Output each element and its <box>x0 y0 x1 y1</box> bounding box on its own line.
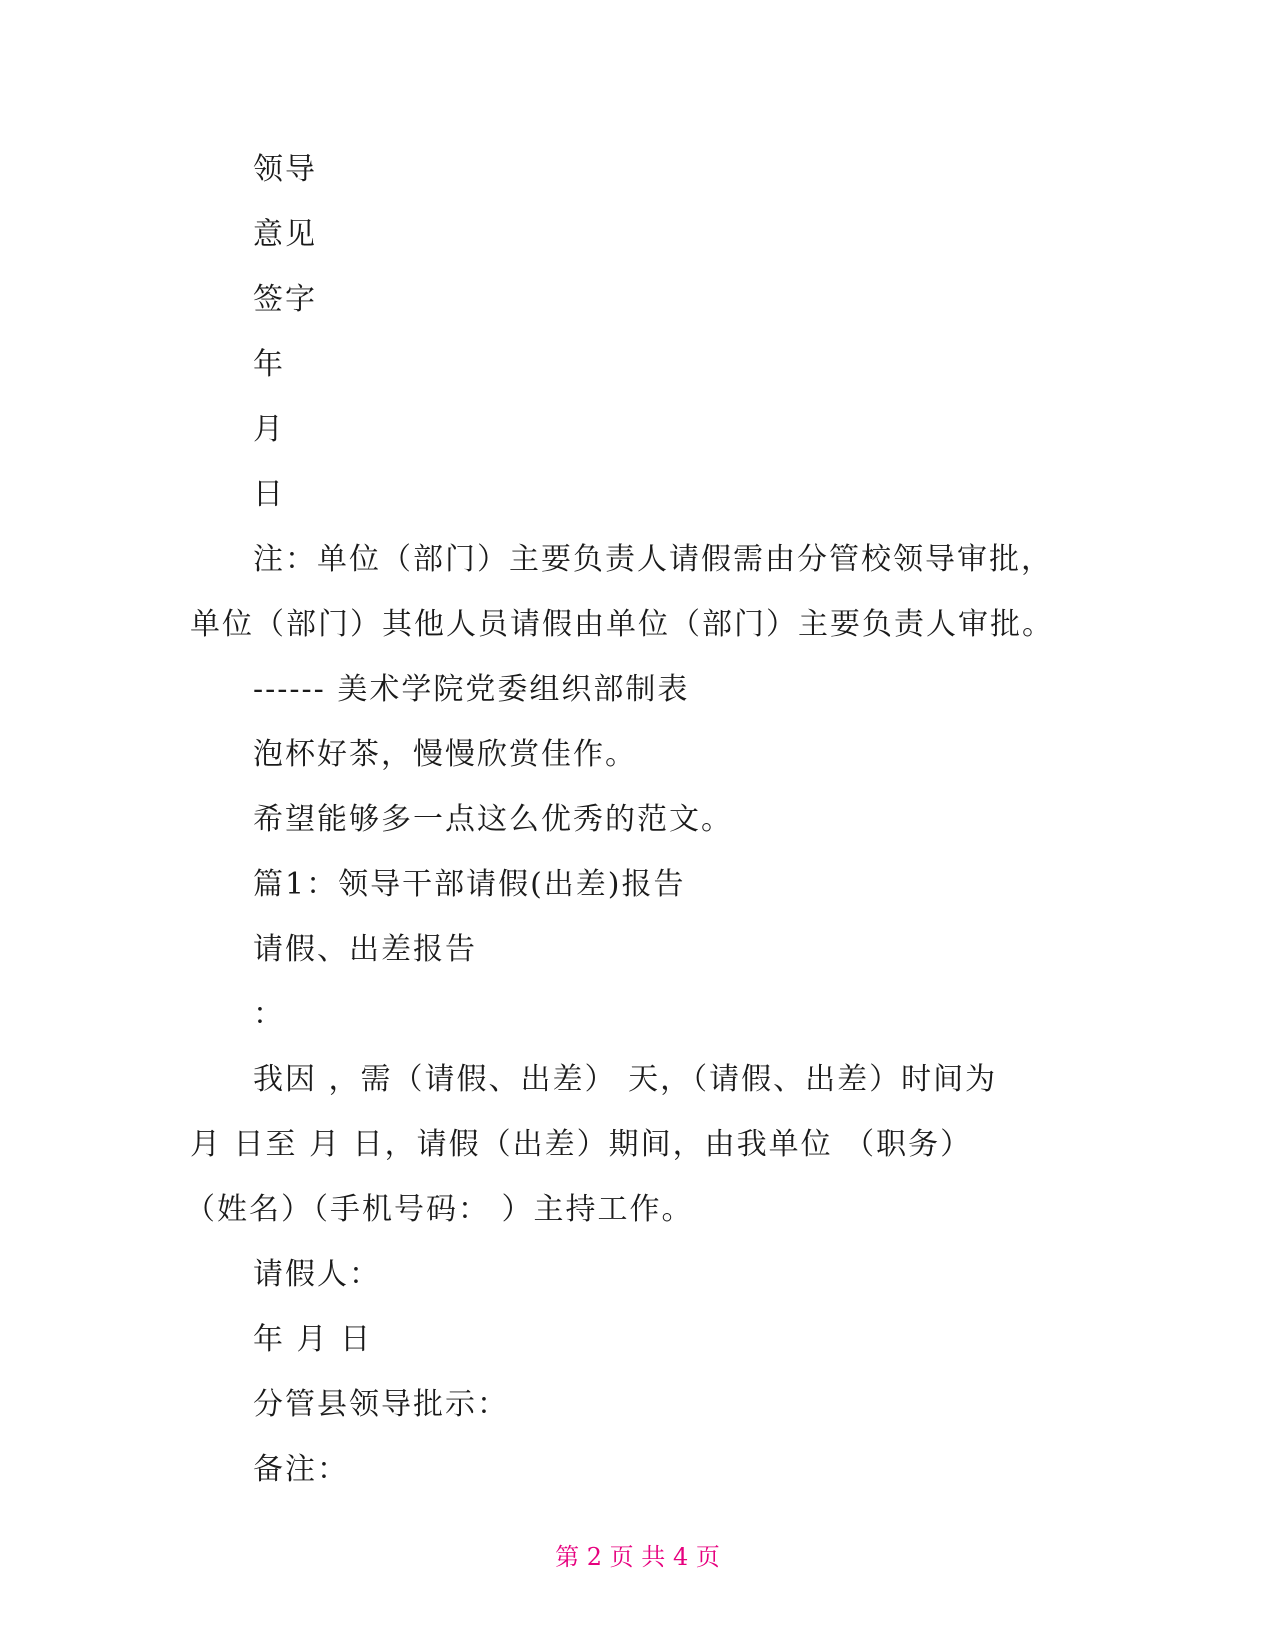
text-line: 日 <box>253 477 285 512</box>
note-line-continued: 单位（部门）其他人员请假由单位（部门）主要负责人审批。 <box>190 607 1054 642</box>
text-line: 签字 <box>253 282 317 317</box>
approval-label: 分管县领导批示： <box>253 1387 509 1422</box>
report-title: 请假、出差报告 <box>253 932 477 967</box>
body-paragraph-continued: （姓名）（手机号码： ）主持工作。 <box>185 1192 694 1227</box>
remarks-label: 备注： <box>253 1452 349 1487</box>
text-line: 领导 <box>253 152 317 187</box>
body-paragraph-continued: 月 日至 月 日，请假（出差）期间，由我单位 （职务） <box>190 1127 973 1162</box>
note-line: 注：单位（部门）主要负责人请假需由分管校领导审批， <box>253 542 1053 577</box>
page-number-footer: 第 2 页 共 4 页 <box>555 1543 720 1571</box>
body-paragraph: 我因 ，需（请假、出差） 天，（请假、出差）时间为 <box>253 1062 998 1097</box>
applicant-label: 请假人： <box>253 1257 381 1292</box>
text-line: 年 <box>253 347 285 382</box>
text-line: 泡杯好茶，慢慢欣赏佳作。 <box>253 737 637 772</box>
salutation-line: ： <box>253 997 285 1032</box>
section-heading: 篇1：领导干部请假(出差)报告 <box>253 867 686 902</box>
text-line: 希望能够多一点这么优秀的范文。 <box>253 802 733 837</box>
maker-line: ------ 美术学院党委组织部制表 <box>253 672 690 707</box>
text-line: 月 <box>253 412 285 447</box>
text-line: 意见 <box>253 217 317 252</box>
date-line: 年 月 日 <box>253 1322 373 1357</box>
